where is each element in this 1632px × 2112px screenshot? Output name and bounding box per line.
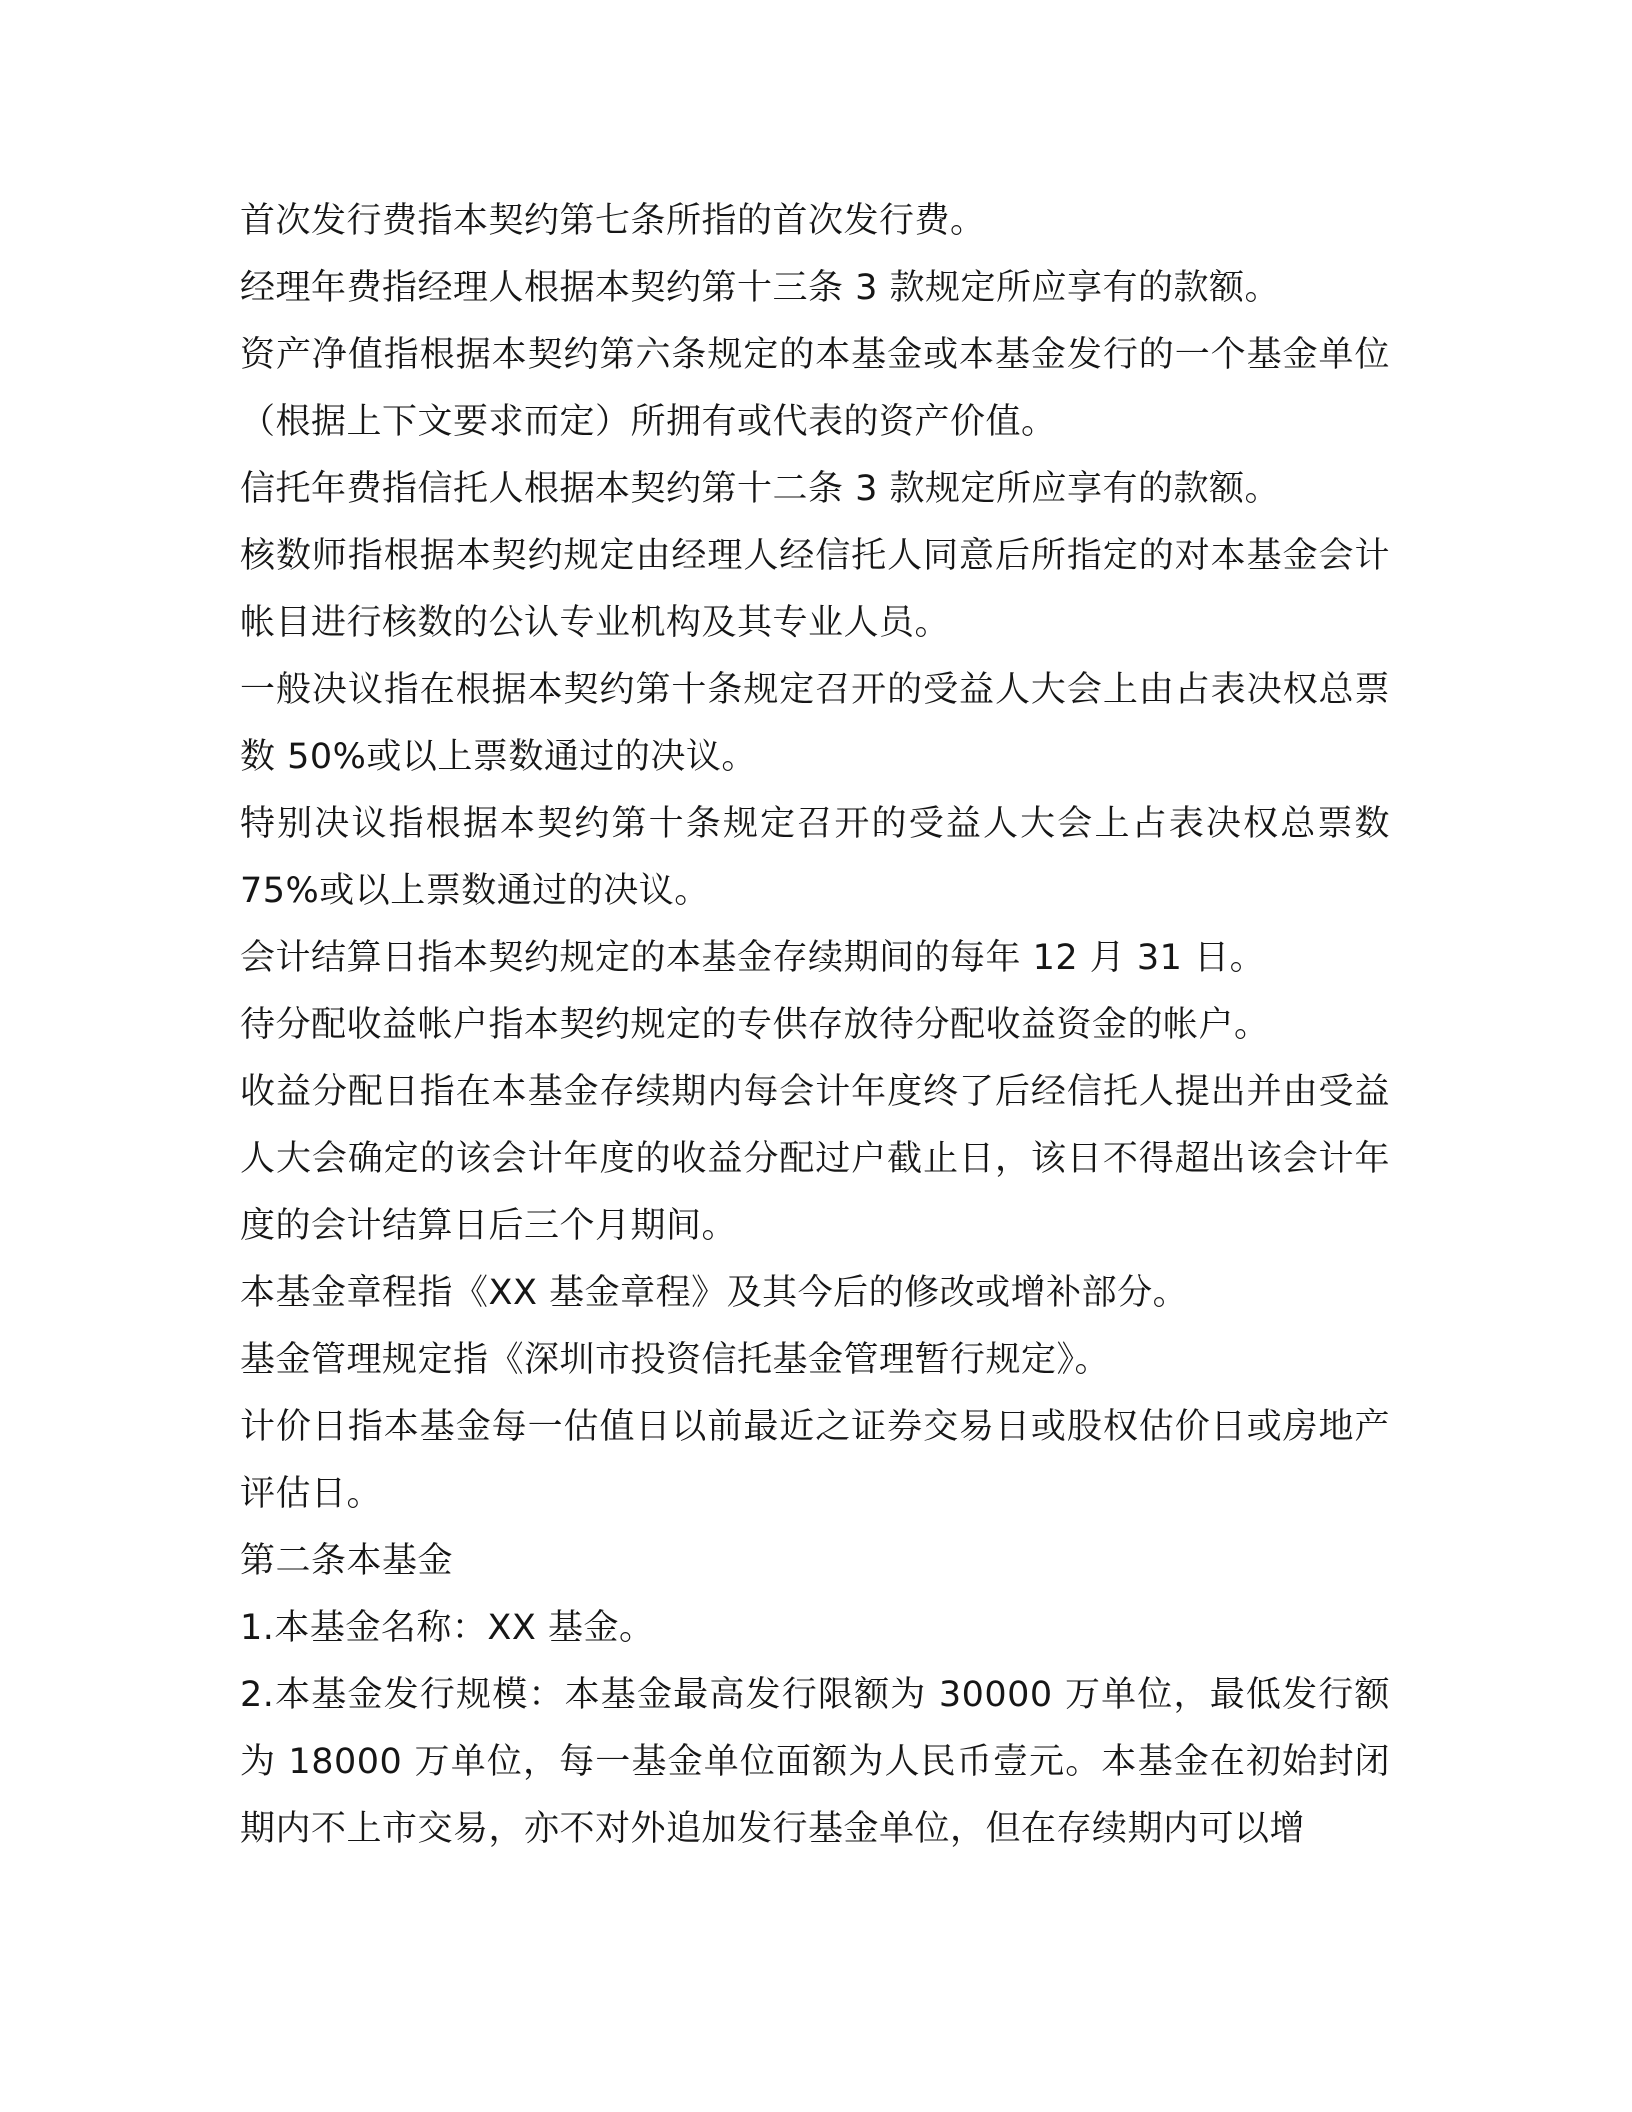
paragraph-issue-scale: 2.本基金发行规模：本基金最高发行限额为 30000 万单位，最低发行额为 18000 万单位，每一基金单位面额为人民币壹元。本基金在初始封闭期内不上市交易，亦不对外追加发行基金单位，但在存续期内可以增 xyxy=(240,1675,1390,1849)
paragraph-valuation-day: 计价日指本基金每一估值日以前最近之证券交易日或股权估价日或房地产评估日。 xyxy=(240,1407,1390,1514)
paragraph-manager-annual-fee: 经理年费指经理人根据本契约第十三条 3 款规定所应享有的款额。 xyxy=(240,268,1281,308)
paragraph-fund-charter: 本基金章程指《XX 基金章程》及其今后的修改或增补部分。 xyxy=(240,1273,1189,1313)
section-heading-article-2: 第二条本基金 xyxy=(240,1541,454,1581)
paragraph-distribution-date: 收益分配日指在本基金存续期内每会计年度终了后经信托人提出并由受益人大会确定的该会计年度的收益分配过户截止日，该日不得超出该会计年度的会计结算日后三个月期间。 xyxy=(240,1072,1390,1246)
paragraph-accounting-date: 会计结算日指本契约规定的本基金存续期间的每年 12 月 31 日。 xyxy=(240,938,1266,978)
paragraph-fund-name: 1.本基金名称：XX 基金。 xyxy=(240,1608,655,1648)
paragraph-net-asset-value: 资产净值指根据本契约第六条规定的本基金或本基金发行的一个基金单位（根据上下文要求而定）所拥有或代表的资产价值。 xyxy=(240,335,1390,442)
paragraph-auditor: 核数师指根据本契约规定由经理人经信托人同意后所指定的对本基金会计帐目进行核数的公认专业机构及其专业人员。 xyxy=(240,536,1390,643)
document-body xyxy=(240,188,1390,1863)
paragraph-first-issue-fee: 首次发行费指本契约第七条所指的首次发行费。 xyxy=(240,201,986,241)
paragraph-distribution-account: 待分配收益帐户指本契约规定的专供存放待分配收益资金的帐户。 xyxy=(240,1005,1270,1045)
paragraph-special-resolution: 特别决议指根据本契约第十条规定召开的受益人大会上占表决权总票数 75%或以上票数通过的决议。 xyxy=(240,804,1390,911)
paragraph-fund-regulation: 基金管理规定指《深圳市投资信托基金管理暂行规定》。 xyxy=(240,1340,1111,1380)
paragraph-ordinary-resolution: 一般决议指在根据本契约第十条规定召开的受益人大会上由占表决权总票数 50%或以上票数通过的决议。 xyxy=(240,670,1390,777)
paragraph-trustee-annual-fee: 信托年费指信托人根据本契约第十二条 3 款规定所应享有的款额。 xyxy=(240,469,1281,509)
